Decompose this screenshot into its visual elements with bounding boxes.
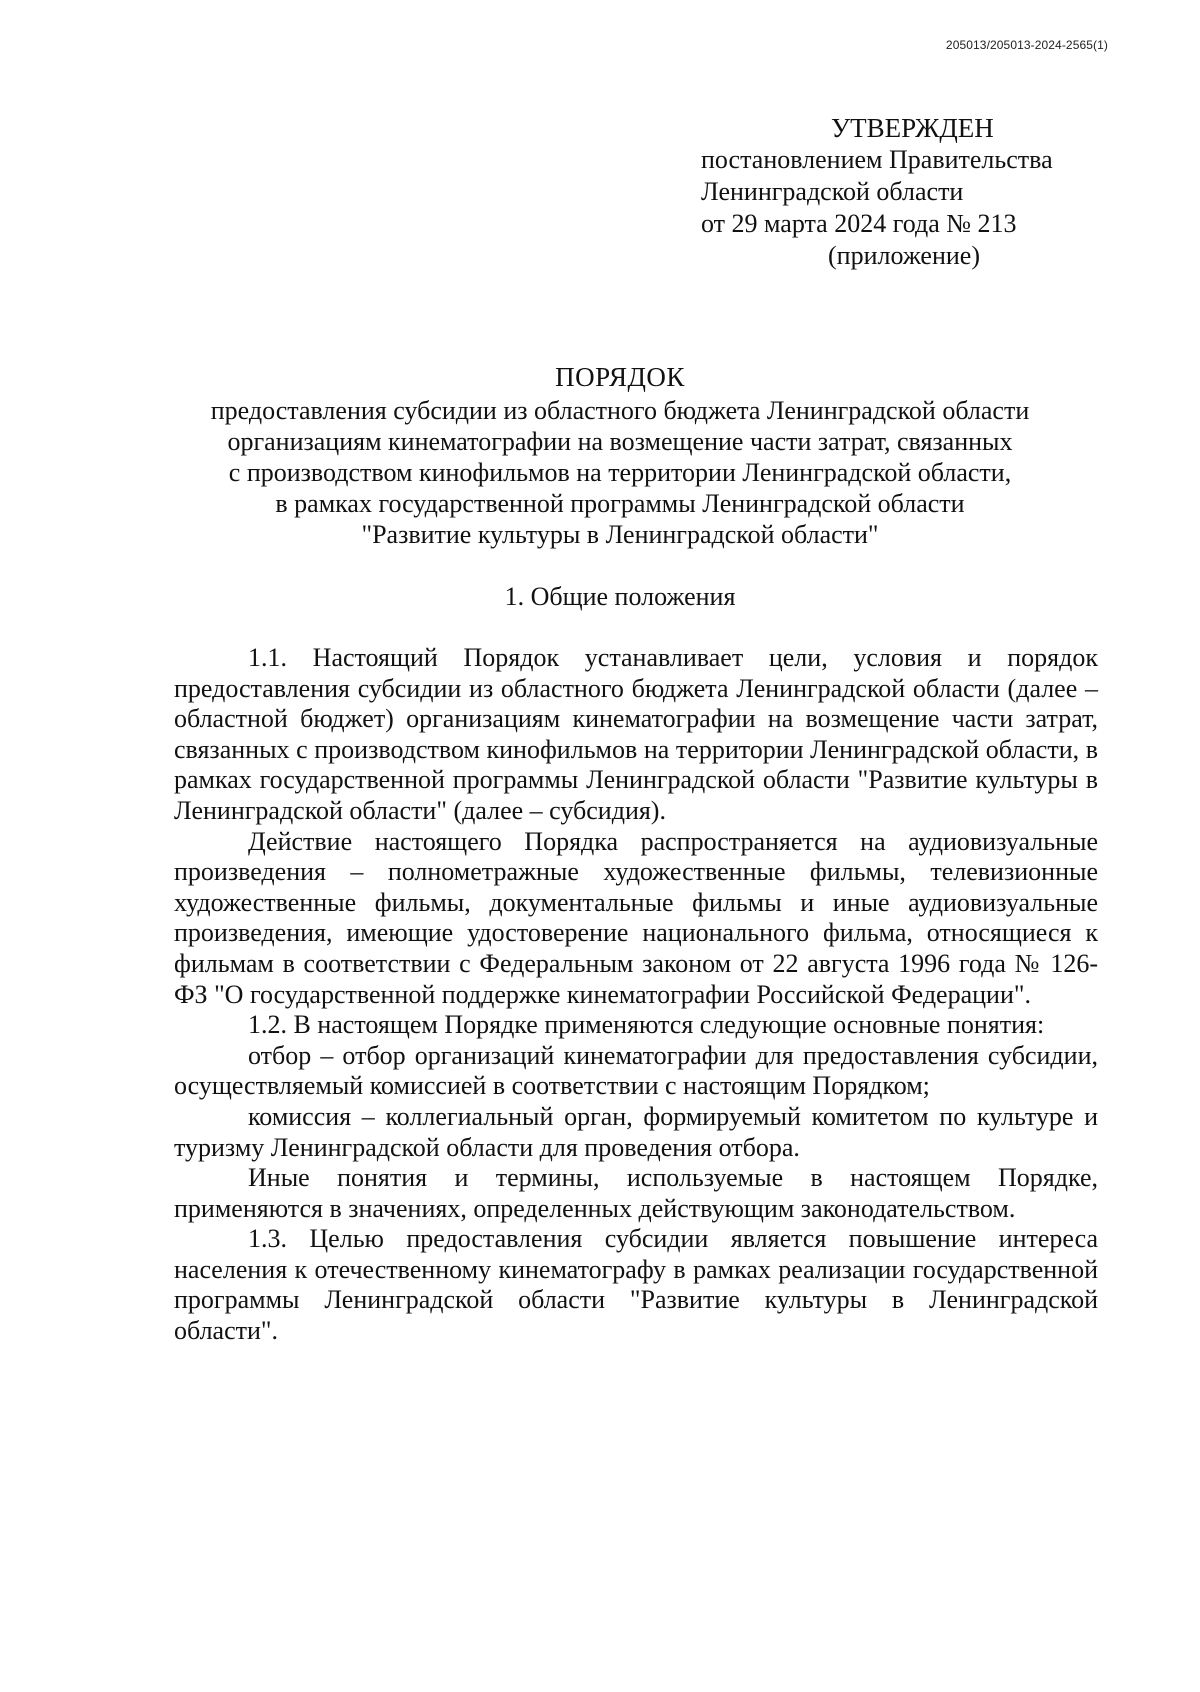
heading-line: с производством кинофильмов на территории Ленинградской области,	[228, 458, 1012, 487]
paragraph-1-2: 1.2. В настоящем Порядке применяются следующие основные понятия:	[248, 1010, 1045, 1040]
document-id: 205013/205013-2024-2565(1)	[945, 38, 1108, 52]
body-text	[174, 643, 1098, 1347]
paragraph-1-1: 1.1. Настоящий Порядок устанавливает цели, условия и порядок предоставления субсидии из областного бюджета Ленинградской области (далее – областной бюджет) организациям кинематографии на возмещение части затрат, связанных с производством кинофильмов на территории Ленинградской области, в рамках государственной программы Ленинградской области "Развитие культуры в Ленинградской области" (далее – субсидия).	[174, 643, 1098, 825]
approval-annex: (приложение)	[828, 241, 981, 270]
heading-line: в рамках государственной программы Ленинградской области	[275, 489, 965, 518]
heading-line: предоставления субсидии из областного бюджета Ленинградской области	[210, 396, 1030, 425]
approval-title: УТВЕРЖДЕН	[831, 113, 994, 143]
heading-line: организациям кинематографии на возмещение части затрат, связанных	[227, 427, 1013, 456]
heading-title: ПОРЯДОК	[555, 362, 685, 392]
paragraph-scope: Действие настоящего Порядка распространяется на аудиовизуальные произведения – полнометражные художественные фильмы, телевизионные художественные фильмы, документальные фильмы и иные аудиовизуальные произведения, имеющие удостоверение национального фильма, относящиеся к фильмам в соответствии с Федеральным законом от 22 августа 1996 года № 126-ФЗ "О государственной поддержке кинематографии Российской Федерации".	[174, 826, 1098, 1009]
paragraph-1-3: 1.3. Целью предоставления субсидии является повышение интереса населения к отечественному кинематографу в рамках реализации государственной программы Ленинградской области "Развитие культуры в Ленинградской области".	[174, 1224, 1098, 1346]
document-heading	[150, 362, 1090, 550]
approval-line-3: от 29 марта 2024 года № 213	[701, 209, 1017, 238]
approval-block	[701, 112, 1121, 272]
approval-line-1: постановлением Правительства	[701, 145, 1053, 174]
heading-line: "Развитие культуры в Ленинградской области"	[361, 520, 879, 549]
paragraph-definition-commission: комиссия – коллегиальный орган, формируемый комитетом по культуре и туризму Ленинградской области для проведения отбора.	[174, 1101, 1098, 1162]
section-title: 1. Общие положения	[504, 582, 736, 611]
paragraph-other-terms: Иные понятия и термины, используемые в настоящем Порядке, применяются в значениях, определенных действующим законодательством.	[174, 1163, 1098, 1223]
approval-line-2: Ленинградской области	[701, 177, 964, 206]
paragraph-definition-selection: отбор – отбор организаций кинематографии для предоставления субсидии, осуществляемый комиссией в соответствии с настоящим Порядком;	[174, 1040, 1098, 1101]
